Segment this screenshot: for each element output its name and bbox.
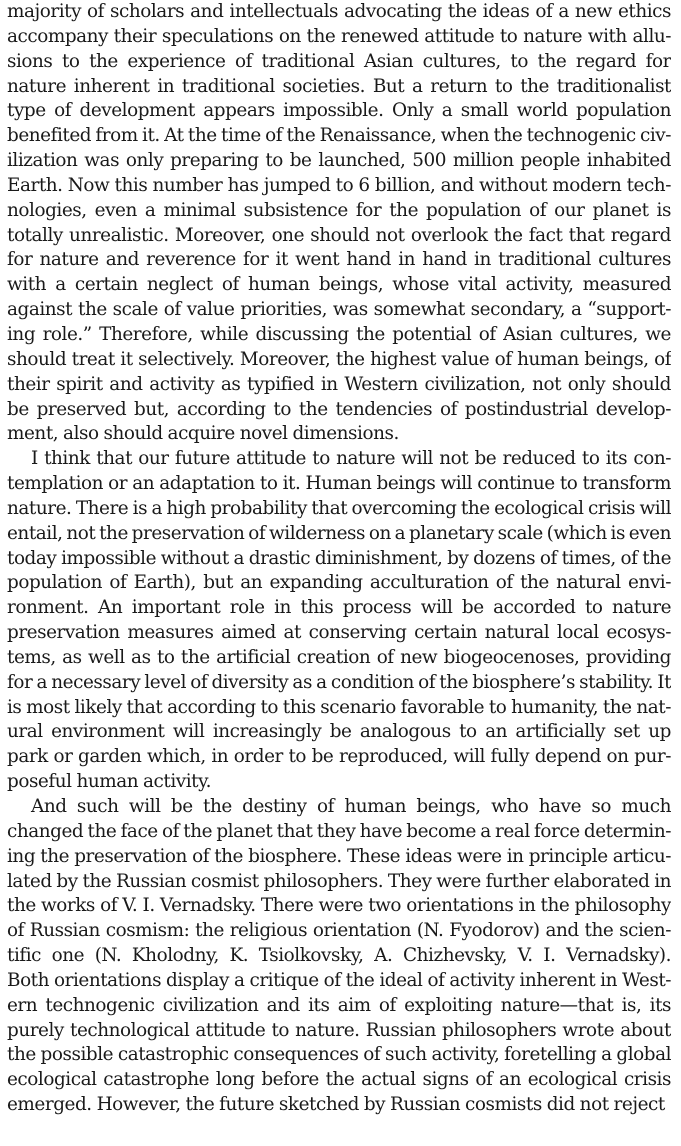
text-line: ural environment will increasingly be analogous to an artificially set up [7,721,671,743]
text-line: Both orientations display a critique of the ideal of activity inherent in West- [7,969,671,991]
text-line: totally unrealistic. Moreover, one should not overlook the fact that regard [7,224,671,246]
text-line: against the scale of value priorities, was somewhat secondary, a “support- [7,299,671,321]
text-line: population of Earth), but an expanding acculturation of the natural envi- [7,572,671,594]
text-line: nature inherent in traditional societies. But a return to the traditionalist [7,75,671,97]
text-line: be preserved but, according to the tendencies of postindustrial develop- [7,398,671,420]
text-line: the possible catastrophic consequences of such activity, foretelling a global [7,1044,671,1066]
text-line: with a certain neglect of human beings, whose vital activity, measured [7,274,671,296]
text-line: entail, not the preservation of wilderness on a planetary scale (which is even [7,522,671,544]
text-line: ern technogenic civilization and its aim of exploiting nature—that is, its [7,994,671,1016]
text-line: templation or an adaptation to it. Human beings will continue to transform [7,473,671,495]
text-line: emerged. However, the future sketched by Russian cosmists did not reject [7,1094,665,1116]
text-line: is most likely that according to this scenario favorable to humanity, the nat- [7,696,671,718]
text-line: tific one (N. Kholodny, K. Tsiolkovsky, A. Chizhevsky, V. I. Vernadsky). [7,945,671,967]
text-line: accompany their speculations on the renewed attitude to nature with allu- [7,25,671,47]
body-text [7,0,671,1118]
text-line: benefited from it. At the time of the Renaissance, when the technogenic civ- [7,125,671,147]
text-line: poseful human activity. [7,771,211,793]
text-line: I think that our future attitude to nature will not be reduced to its con- [31,448,671,470]
text-line: nologies, even a minimal subsistence for the population of our planet is [7,199,671,221]
text-line: today impossible without a drastic diminishment, by dozens of times, of the [7,547,671,569]
text-line: for nature and reverence for it went hand in hand in traditional cultures [7,249,671,271]
text-line: And such will be the destiny of human beings, who have so much [31,796,671,817]
text-line: preservation measures aimed at conserving certain natural local ecosys- [7,622,671,644]
text-line: tems, as well as to the artificial creation of new biogeocenoses, providing [7,646,671,668]
paragraph [7,0,671,447]
text-line: purely technological attitude to nature. Russian philosophers wrote about [7,1019,671,1041]
text-line: ilization was only preparing to be launched, 500 million people inhabited [7,150,671,172]
text-line: majority of scholars and intellectuals advocating the ideas of a new ethics [7,1,671,22]
text-line: ment, also should acquire novel dimensions. [7,423,399,445]
text-line: ronment. An important role in this process will be accorded to nature [7,597,671,619]
text-line: ing the preservation of the biosphere. These ideas were in principle articu- [7,845,671,867]
text-line: type of development appears impossible. Only a small world population [7,100,671,122]
text-line: should treat it selectively. Moreover, the highest value of human beings, of [7,348,671,370]
text-line: ecological catastrophe long before the actual signs of an ecological crisis [7,1069,671,1091]
text-line: park or garden which, in order to be reproduced, will fully depend on pur- [7,746,671,768]
text-line: ing role.” Therefore, while discussing the potential of Asian cultures, we [7,323,671,345]
text-line: Earth. Now this number has jumped to 6 billion, and without modern tech- [7,174,671,196]
text-line: sions to the experience of traditional Asian cultures, to the regard for [7,50,671,72]
text-line: of Russian cosmism: the religious orientation (N. Fyodorov) and the scien- [7,920,671,942]
text-line: nature. There is a high probability that overcoming the ecological crisis will [7,497,671,519]
text-line: lated by the Russian cosmist philosophers. They were further elaborated in [7,870,671,892]
text-line: the works of V. I. Vernadsky. There were two orientations in the philosophy [7,895,671,917]
text-line: their spirit and activity as typified in Western civilization, not only should [7,373,671,395]
text-line: changed the face of the planet that they have become a real force determin- [7,820,671,842]
document-page [7,0,671,1118]
paragraph [7,795,671,1118]
text-line: for a necessary level of diversity as a condition of the biosphere’s stability. It [7,671,671,693]
paragraph [7,447,671,795]
